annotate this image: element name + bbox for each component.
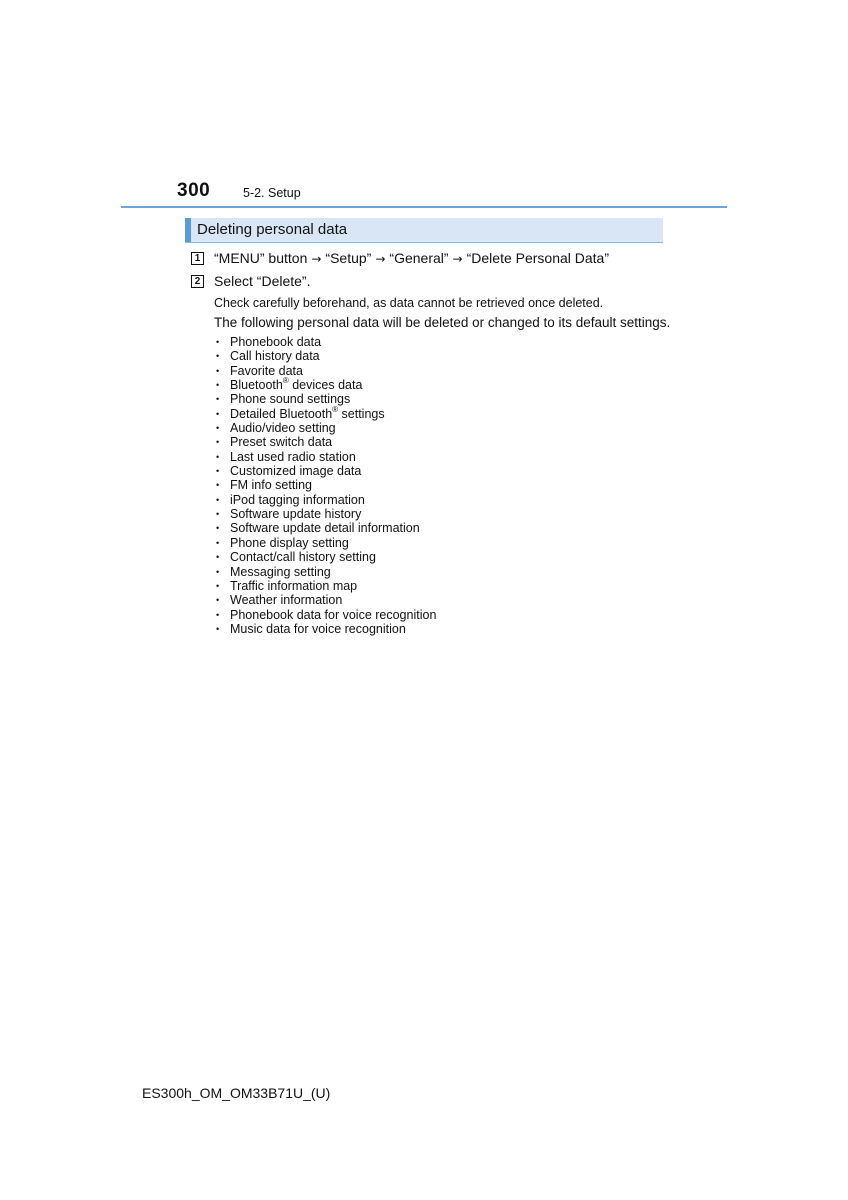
- bullet-icon: •: [216, 337, 220, 347]
- bullet-icon: •: [216, 365, 220, 376]
- list-item-text: Call history data: [230, 349, 320, 364]
- list-item-text: Preset switch data: [230, 435, 333, 450]
- list-item-text: Phonebook data for voice recognition: [230, 607, 437, 622]
- bullet-icon: •: [216, 623, 220, 634]
- registered-mark: ®: [332, 404, 339, 414]
- menu-path-item: “Delete Personal Data”: [466, 250, 610, 266]
- list-item-text: Messaging setting: [230, 564, 331, 579]
- arrow-right-icon: →: [375, 252, 386, 266]
- intro-note: The following personal data will be deleted or changed to its default settings.: [214, 315, 671, 330]
- step-number: 1: [191, 252, 204, 265]
- arrow-right-icon: →: [452, 252, 463, 266]
- list-item-text: Last used radio station: [230, 449, 356, 464]
- list-item-text: Software update detail information: [230, 521, 420, 536]
- list-item-text: Weather information: [230, 593, 343, 608]
- menu-path-item: “General”: [389, 250, 449, 266]
- bullet-icon: •: [216, 609, 220, 620]
- registered-mark: ®: [282, 376, 289, 386]
- section-reference: 5-2. Setup: [243, 186, 301, 200]
- list-item: [216, 392, 436, 406]
- caution-note: Check carefully beforehand, as data cannot be retrieved once deleted.: [214, 296, 604, 310]
- list-item-text: Detailed Bluetooth® settings: [230, 404, 385, 421]
- list-item-text: Phone display setting: [230, 535, 349, 550]
- list-item: [216, 335, 436, 349]
- list-item: [216, 521, 436, 535]
- bullet-icon: •: [216, 537, 220, 548]
- list-item-text: Phone sound settings: [230, 392, 351, 407]
- list-item: [216, 622, 436, 636]
- step-2: [191, 272, 310, 290]
- list-item-text: Software update history: [230, 507, 362, 522]
- list-item: [216, 593, 436, 607]
- list-item: [216, 579, 436, 593]
- section-heading-bar: [185, 218, 663, 243]
- list-item: [216, 378, 436, 392]
- step-1: [191, 249, 609, 267]
- menu-path-item: “Setup”: [325, 250, 372, 266]
- page-number: 300: [177, 180, 211, 201]
- bullet-icon: •: [216, 351, 220, 362]
- bullet-icon: •: [216, 552, 220, 563]
- step-text: Select “Delete”.: [214, 273, 311, 289]
- list-item-text: FM info setting: [230, 478, 312, 493]
- list-item: [216, 421, 436, 435]
- list-item: [216, 565, 436, 579]
- step-number: 2: [191, 275, 204, 288]
- header-rule: [121, 206, 727, 208]
- list-item-text: Customized image data: [230, 464, 362, 479]
- list-item-text: Music data for voice recognition: [230, 621, 406, 636]
- document-code: ES300h_OM_OM33B71U_(U): [142, 1085, 331, 1101]
- step-text: [214, 250, 609, 266]
- bullet-icon: •: [216, 451, 220, 462]
- bullet-icon: •: [216, 523, 220, 534]
- menu-path-item: “MENU” button: [214, 250, 308, 266]
- list-item: [216, 435, 436, 449]
- bullet-icon: •: [216, 437, 220, 448]
- list-item: [216, 478, 436, 492]
- list-item: [216, 349, 436, 363]
- bullet-icon: •: [216, 423, 220, 434]
- heading-accent: [185, 218, 191, 242]
- list-item-text: Bluetooth® devices data: [230, 376, 363, 393]
- bullet-icon: •: [216, 408, 220, 419]
- list-item: [216, 608, 436, 622]
- arrow-right-icon: →: [311, 252, 322, 266]
- list-item-text: Contact/call history setting: [230, 550, 376, 565]
- section-heading: Deleting personal data: [197, 221, 348, 238]
- list-item: [216, 550, 436, 564]
- bullet-icon: •: [216, 580, 220, 591]
- list-item-text: Audio/video setting: [230, 421, 336, 436]
- bullet-icon: •: [216, 466, 220, 477]
- bullet-icon: •: [216, 566, 220, 577]
- bullet-icon: •: [216, 494, 220, 505]
- bullet-icon: •: [216, 380, 220, 391]
- list-item-text: Traffic information map: [230, 578, 358, 593]
- list-item-text: Favorite data: [230, 363, 303, 378]
- list-item: [216, 364, 436, 378]
- list-item-text: Phonebook data: [230, 335, 322, 349]
- bullet-icon: •: [216, 509, 220, 520]
- list-item: [216, 507, 436, 521]
- list-item: [216, 464, 436, 478]
- bullet-icon: •: [216, 595, 220, 606]
- list-item: [216, 536, 436, 550]
- list-item: [216, 450, 436, 464]
- bullet-icon: •: [216, 394, 220, 405]
- bullet-icon: •: [216, 480, 220, 491]
- list-item-text: iPod tagging information: [230, 492, 365, 507]
- list-item: [216, 493, 436, 507]
- list-item: [216, 404, 436, 421]
- deleted-data-list: [216, 335, 436, 636]
